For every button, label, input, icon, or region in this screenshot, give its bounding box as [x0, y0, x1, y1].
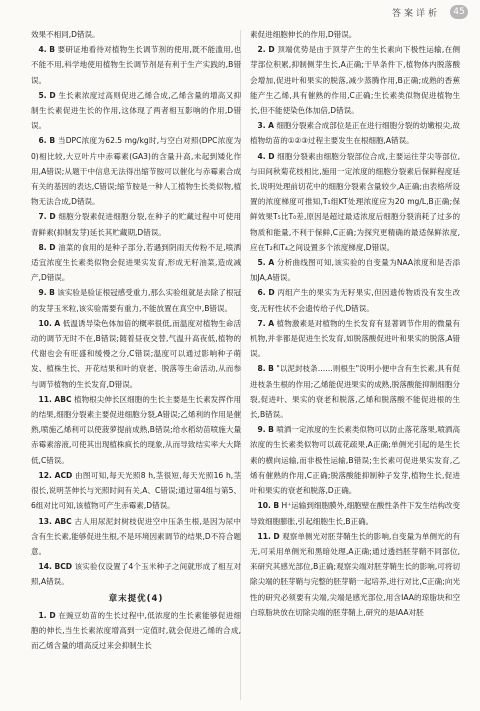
answer-number: 5.	[257, 258, 266, 268]
answer-item	[31, 285, 241, 315]
answer-choice: A	[268, 318, 275, 328]
answer-choice: D	[273, 531, 280, 541]
answer-choice: D	[49, 242, 56, 252]
answer-number: 4.	[38, 45, 47, 55]
answer-choice: B	[268, 425, 274, 435]
answer-number: 11.	[38, 394, 52, 404]
answer-number: 8.	[257, 364, 266, 374]
answer-item	[31, 209, 241, 239]
answer-number: 6.	[257, 288, 266, 298]
answer-explanation: 植物激素是对植物的生长发育有显著调节作用的微量有机物,并非都是促进生长发育,如脱落酸促进叶和果实的脱落,A错误。	[250, 318, 461, 359]
answer-item	[250, 498, 460, 528]
section-title: 章末提优(4)	[108, 593, 164, 604]
answer-choice: ACD	[54, 470, 73, 480]
left-lead-text: 效果不相同,D错误。	[31, 30, 100, 39]
answer-choice: A	[268, 258, 275, 268]
answer-explanation: 细胞分裂素合成部位是正在进行细胞分裂的幼嫩根尖,故植物幼苗的①②③过程主要发生在根细胞,A错误。	[250, 121, 460, 146]
answer-explanation: 该实验仅设置了4个玉米种子之间就形成了相互对照,A错误。	[31, 562, 242, 587]
answer-item	[250, 285, 460, 315]
answer-number: 10.	[38, 318, 52, 328]
answer-item	[250, 118, 460, 148]
answer-explanation: 当DPC浓度为62.5 mg/kg时,与空白对照(DPC浓度为0)相比较,大豆叶片中赤霉素(GA3)的含量升高,未起到矮化作用,A错误;从题干中信息无法得出缩节胺可以催化与赤霉素合成有关的基因的表达,C错误;缩节胺是一种人工植物生长类似物,植物无法合成,D错误。	[31, 136, 241, 207]
answer-item	[31, 133, 241, 209]
answer-choice: B	[49, 45, 56, 55]
answer-number: 7.	[257, 318, 266, 328]
answer-number: 10.	[257, 501, 271, 511]
answer-choice: D	[49, 212, 56, 222]
header-label: 答案详析	[391, 9, 440, 19]
answer-number: 14.	[38, 562, 52, 572]
answer-number: 7.	[38, 212, 47, 222]
answer-item	[250, 316, 460, 362]
answer-number: 13.	[38, 516, 52, 526]
answer-explanation: 低温诱导染色体加倍的概率很低,而温度对植物生命活动的调节无时不在,B错误;随着昼夜交替,气温升高夜低,植物的代谢也会有旺盛和缓慢之分,C错误;温度可以通过影响种子萌发、植株生长、开花结果和叶的衰老、脱落等生命活动,从而参与调节植物的生长发育,D错误。	[31, 318, 241, 389]
answer-number: 1.	[38, 610, 47, 620]
answer-explanation: 该实验是验证根冠感受重力,那么实验组就是去除了根冠的发芽玉米粒,该实验需要有重力,不能放置在真空中,B错误。	[31, 288, 242, 313]
answer-item	[31, 392, 241, 468]
answer-choice: ABC	[54, 394, 72, 404]
answer-item	[31, 559, 241, 589]
answer-item	[250, 255, 460, 285]
answer-number: 2.	[257, 45, 266, 55]
answer-item	[31, 240, 241, 286]
answer-item	[250, 149, 460, 255]
answer-number: 9.	[38, 288, 47, 298]
answer-choice: D	[49, 90, 56, 100]
answer-explanation: 丙组产生的果实为无籽果实,但因遗传物质没有发生改变,无籽性状不会遗传给子代,D错误。	[250, 288, 461, 313]
answer-choice: D	[268, 45, 275, 55]
answer-explanation: "以泥封枝条……则根生"说明小便中含有生长素,具有促进枝条生根的作用;乙烯能促进果实的成熟,脱落酸能抑制细胞分裂,促进叶、果实的衰老和脱落,乙烯和脱落酸不能促进根的生长,B错误。	[250, 364, 460, 420]
answer-choice: D	[268, 288, 275, 298]
right-lead-text: 素促进细胞伸长的作用,D错误。	[250, 30, 357, 39]
answer-item	[31, 514, 241, 560]
answer-number: 4.	[257, 151, 266, 161]
answer-item	[250, 42, 460, 118]
answer-explanation: 细胞分裂素由细胞分裂部位合成,主要运往芽尖等部位,与田间秋菊花枝相比,施用一定浓度的细胞分裂素后保鲜程度延长,说明处理前切花中的细胞分裂素含量较少,A正确;由表格所设置的浓度梯度可推知,T₁组KT处理浓度应为20 mg/L,B正确;保鲜效果T₅比T₀差,原因是超过最适浓度后细胞分裂消耗了过多的物质和能量,不利于保鲜,C正确;为探究更精确的最适保鲜浓度,应在T₂和T₄之间设置多个浓度梯度,D错误。	[250, 151, 460, 252]
answer-explanation: 古人用尿泥封树枝促进空中压条生根,是因为尿中含有生长素,能够促进生根,不是环境因素调节的结果,D不符合题意。	[31, 516, 241, 556]
answer-explanation: 顶端优势是由于顶芽产生的生长素向下极性运输,在侧芽部位积累,抑制侧芽生长,A正确;干旱条件下,植物体内脱落酸会增加,促进叶和果实的脱落,减少蒸腾作用,B正确;成熟的香蕉能产生乙烯,具有催熟的作用,C正确;生长素类似物促进植物生长,但不能使染色体加倍,D错误。	[250, 45, 461, 116]
answer-item	[250, 361, 460, 422]
answer-item	[250, 529, 460, 620]
answer-explanation: 喷洒一定浓度的生长素类似物可以防止落花落果,喷洒高浓度的生长素类似物可以疏花疏果,A正确;单侧光引起的是生长素的横向运输,而非极性运输,B错误;生长素可促进果实发育,乙烯有催熟的作用,C正确;脱落酸能抑制种子发芽,植物生长,促进叶和果实的衰老和脱落,D正确。	[250, 425, 461, 496]
answer-choice: D	[268, 151, 275, 161]
answer-choice: D	[49, 610, 56, 620]
answer-item	[250, 422, 460, 498]
answer-choice: B	[273, 501, 280, 511]
answer-item	[31, 42, 241, 88]
answer-item	[31, 88, 241, 134]
right-column	[250, 27, 460, 620]
answer-explanation: 在豌豆幼苗的生长过程中,低浓度的生长素能够促进细胞的伸长,当生长素浓度增高到一定值时,就会促进乙烯的合成,而乙烯含量的增高反过来会抑制生长	[31, 610, 242, 651]
right-items	[250, 42, 460, 620]
answer-number: 12.	[38, 470, 52, 480]
answer-number: 6.	[38, 136, 47, 146]
answer-explanation: 观察单侧光对胚芽鞘生长的影响,自变量为单侧光的有无,可采用单侧光和黑暗处理,A正确;通过透挡胚芽鞘不同部位,来研究其感光部位,B正确;观察尖端对胚芽鞘生长的影响,可将切除尖端的胚芽鞘与完整的胚芽鞘一起培养,进行对比,C正确;向光性的研究必须要有尖端,尖端是感光部位,用含IAA的琼脂块和空白琼脂块放在切除尖端的胚芽鞘上,研究的是IAA对胚	[250, 531, 460, 617]
answer-choice: ABC	[54, 516, 72, 526]
answer-choice: BCD	[54, 562, 73, 572]
answer-choice: A	[54, 318, 61, 328]
left-column	[31, 27, 241, 653]
answer-explanation: 要研证地看待对植物生长调节剂的使用,既不能滥用,也不能不用,科学地使用植物生长调节剂是有利于生产实践的,B错误。	[31, 45, 241, 85]
answer-choice: A	[268, 121, 274, 131]
answer-number: 5.	[38, 90, 47, 100]
answer-explanation: 生长素浓度过高则促进乙烯合成,乙烯含量的增高又抑制生长素促进生长的作用,这体现了两者相互影响的作用,D错误。	[31, 90, 242, 131]
answer-number: 9.	[257, 425, 266, 435]
left-items	[31, 42, 241, 589]
answer-explanation: 植物根尖伸长区细胞的生长主要是生长素发挥作用的结果,细胞分裂素主要促进细胞分裂,A错误;乙烯利的作用是催熟,喷施乙烯利可以使菠萝提前成熟,B错误;给水稻幼苗喷施大量赤霉素溶液,可使其出现植株疯长的现象,从而导致结实率大大降低,C错误。	[31, 394, 241, 465]
answer-explanation: H⁺运输到细胞膜外,细胞壁在酸性条件下发生结构改变导致细胞膨胀,引起细胞生长,B正确。	[250, 501, 460, 526]
answer-choice: B	[49, 136, 56, 146]
page-header	[0, 0, 480, 24]
answer-number: 11.	[257, 531, 271, 541]
answer-choice: B	[49, 288, 55, 298]
answer-choice: B	[268, 364, 274, 374]
answer-number: 8.	[38, 242, 47, 252]
answer-explanation: 由图可知,每天光照8 h,茎很短,每天光照16 h,茎很长,说明茎伸长与光照时间有关,A、C错误;通过第4组与第5、6组对比可知,该植物可产生赤霉素,D错误。	[31, 470, 241, 511]
answer-number: 3.	[257, 121, 266, 131]
page-number-badge: 45	[450, 5, 468, 19]
section-items	[31, 608, 241, 654]
answer-explanation: 分析曲线图可知,该实验的自变量为NAA浓度和是否添加JA,A错误。	[250, 258, 460, 283]
answer-explanation: 油菜的食用的是种子部分,若遇到阴雨天传粉不足,喷洒适宜浓度生长素类似物会促进果实发育,形成无籽油菜,造成减产,D错误。	[31, 242, 241, 283]
answer-item	[31, 316, 241, 392]
answer-item	[31, 608, 241, 654]
answer-item	[31, 468, 241, 514]
answer-explanation: 细胞分裂素促进细胞分裂,在种子的贮藏过程中可使用青鲜素(抑制发芽)延长其贮藏期,D错误。	[31, 212, 242, 237]
